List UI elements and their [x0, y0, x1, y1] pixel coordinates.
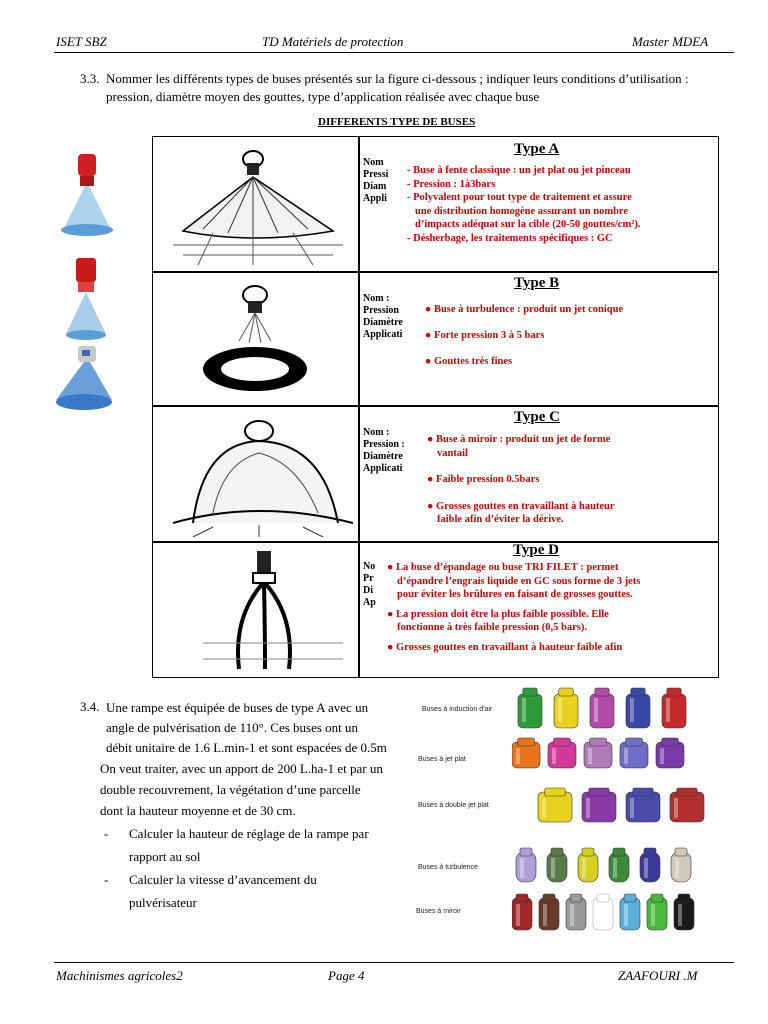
- row-c-label: Applicati: [363, 463, 403, 474]
- type-a-item: une distribution homogène assurant un nombre: [415, 205, 629, 217]
- type-b-item: ● Buse à turbulence : produit un jet conique: [425, 304, 624, 315]
- q34-number: 3.4.: [80, 699, 100, 714]
- type-d-item: ● Grosses gouttes en travaillant à hauteur faible afin: [387, 641, 623, 653]
- q33-line2: pression, diamètre moyen des gouttes, type d’application réalisée avec chaque buse: [106, 89, 540, 104]
- row-c-label: Diamètre: [363, 451, 403, 462]
- type-a-item: - Désherbage, les traitements spécifiques : GC: [407, 232, 613, 244]
- nozzle-d-trifilet-diagram: [203, 547, 343, 673]
- type-d-item: fonctionne à très faible pression (0,5 bars).: [397, 622, 587, 633]
- type-d-item: d’épandre l’engrais liquide en GC sous forme de 3 jets: [397, 575, 641, 587]
- photo-label: Buses à induction d'air: [422, 706, 493, 713]
- column-divider: [358, 137, 360, 677]
- red-cone-nozzle-icon: [66, 258, 106, 340]
- photo-label: Buses à double jet plat: [418, 802, 489, 809]
- type-a-description: [407, 164, 713, 245]
- row-a-label: Diam: [363, 181, 387, 192]
- header-rule: [54, 52, 734, 53]
- nozzle-catalog-photo: [412, 684, 724, 940]
- nozzle-photo-icon: [662, 688, 686, 728]
- row-b-label: Nom :: [363, 293, 390, 304]
- q34-text: [106, 698, 406, 758]
- type-a-item: - Pression : 1à3bars: [407, 178, 496, 190]
- row-d-label: Ap: [363, 597, 376, 608]
- nozzle-c-mirror-diagram: [173, 413, 353, 537]
- row-b-label: Diamètre: [363, 317, 403, 328]
- type-c-title: Type C: [514, 409, 560, 425]
- row-b-label: Pression: [363, 305, 399, 316]
- q34-line: Une rampe est équipée de buses de type A avec un: [106, 700, 369, 715]
- q33-number: 3.3.: [80, 71, 100, 86]
- q34-line: débit unitaire de 1.6 L.min-1 et sont espacées de 0.5m: [106, 740, 387, 755]
- row-a-label: Appli: [363, 193, 387, 204]
- type-a-title: Type A: [514, 141, 560, 157]
- type-d-item: ● La buse d’épandage ou buse TRI FILET : permet: [387, 562, 619, 573]
- nozzle-types-table: [152, 136, 719, 678]
- footer-right: ZAAFOURI .M: [618, 968, 698, 983]
- q34-bullet: Calculer la hauteur de réglage de la rampe par: [129, 826, 369, 841]
- nozzle-photo-icon: [626, 688, 650, 728]
- type-c-item: vantail: [437, 447, 468, 459]
- type-b-title: Type B: [514, 275, 560, 291]
- nozzle-photo-icon: [547, 848, 567, 882]
- type-d-title: Type D: [513, 542, 559, 558]
- nozzle-photo-icon: [518, 688, 542, 728]
- nozzle-photo-icon: [516, 848, 536, 882]
- nozzle-photo-icon: [626, 788, 660, 822]
- nozzle-color-grid: [512, 684, 724, 940]
- nozzle-photo-icon: [512, 738, 540, 768]
- type-c-item: faible afin d’éviter la dérive.: [437, 514, 564, 525]
- nozzle-photo-icon: [578, 848, 598, 882]
- nozzle-photo-icon: [640, 848, 660, 882]
- nozzle-photo-icon: [674, 894, 694, 930]
- type-c-item: ● Grosses gouttes en travaillant à hauteur: [427, 500, 615, 512]
- type-a-item: d’impacts adéquat sur la cible (20-50 gouttes/cm²).: [415, 219, 641, 230]
- nozzle-side-illustrations: [56, 150, 116, 415]
- row-d-label: Di: [363, 585, 373, 596]
- nozzle-photo-icon: [584, 738, 612, 768]
- nozzle-a-spray-diagram: [173, 145, 343, 267]
- q34-bullets: - Calculer la hauteur de réglage de la rampe par rapport au sol - Calculer la vitesse d’avancement du pulvérisateur: [104, 822, 369, 914]
- type-b-description: [425, 297, 715, 375]
- nozzle-photo-icon: [554, 688, 578, 728]
- nozzle-photo-icon: [538, 788, 572, 822]
- type-d-item: ● La pression doit être la plus faible possible. Elle: [387, 608, 609, 620]
- q34-line: dont la hauteur moyenne et de 30 cm.: [100, 803, 296, 818]
- nozzle-photo-icon: [609, 848, 629, 882]
- red-flat-nozzle-icon: [61, 154, 113, 236]
- nozzle-photo-icon: [656, 738, 684, 768]
- type-c-item: ● Buse à miroir : produit un jet de forme: [427, 434, 611, 445]
- row-b-label: Applicati: [363, 329, 403, 340]
- nozzle-photo-icon: [593, 894, 613, 930]
- photo-label: Buses à turbulence: [418, 864, 478, 871]
- nozzle-photo-icon: [566, 894, 586, 930]
- q34-bullet: Calculer la vitesse d’avancement du: [129, 872, 317, 887]
- header-left: ISET SBZ: [56, 34, 107, 49]
- nozzle-photo-icon: [548, 738, 576, 768]
- type-c-description: [427, 433, 717, 527]
- header-right: Master MDEA: [632, 34, 709, 49]
- row-divider: [153, 405, 718, 407]
- nozzle-photo-icon: [620, 738, 648, 768]
- row-c-label: Nom :: [363, 427, 390, 438]
- type-b-item: ● Forte pression 3 à 5 bars: [425, 330, 545, 341]
- nozzle-photo-icon: [582, 788, 616, 822]
- nozzle-photo-icon: [670, 788, 704, 822]
- nozzle-photo-icon: [671, 848, 691, 882]
- q34-line: double recouvrement, la végétation d’une parcelle: [100, 782, 361, 797]
- header-center: TD Matériels de protection: [262, 34, 404, 49]
- q34-line: angle de pulvérisation de 110°. Ces buses ont un: [106, 720, 359, 735]
- row-c-label: Pression :: [363, 439, 405, 450]
- row-a-label: Pressi: [363, 169, 389, 180]
- nozzle-photo-icon: [539, 894, 559, 930]
- grey-mirror-nozzle-icon: [56, 346, 112, 410]
- type-d-description: [387, 561, 717, 673]
- footer-center: Page 4: [328, 968, 365, 983]
- type-b-item: ● Gouttes très fines: [425, 356, 513, 367]
- nozzle-photo-icon: [620, 894, 640, 930]
- nozzle-photo-icon: [512, 894, 532, 930]
- footer-left: Machinismes agricoles2: [56, 968, 183, 983]
- type-a-item: - Buse à fente classique : un jet plat ou jet pinceau: [407, 165, 631, 176]
- row-d-label: Pr: [363, 573, 374, 584]
- row-divider: [153, 271, 718, 273]
- photo-label: Buses à jet plat: [418, 756, 466, 763]
- row-a-label: Nom: [363, 157, 384, 168]
- nozzle-photo-icon: [590, 688, 614, 728]
- q34-line: On veut traiter, avec un apport de 200 L.ha-1 et par un: [100, 761, 383, 776]
- q33-line1: Nommer les différents types de buses présentés sur la figure ci-dessous ; indiquer leurs conditions d’utilisation :: [106, 71, 689, 86]
- type-a-item: - Polyvalent pour tout type de traitement et assure: [407, 192, 632, 203]
- photo-label: Buses à miroir: [416, 908, 461, 915]
- type-c-item: ● Faible pression 0.5bars: [427, 474, 540, 485]
- type-d-item: pour éviter les brûlures en faisant de grosses gouttes.: [397, 589, 633, 600]
- row-divider: [153, 541, 718, 543]
- nozzle-b-cone-diagram: [193, 281, 333, 399]
- q34-bullet: pulvérisateur: [129, 895, 197, 910]
- nozzle-photo-icon: [647, 894, 667, 930]
- footer-rule: [54, 962, 734, 963]
- row-d-label: No: [363, 561, 376, 572]
- q34-bullet: rapport au sol: [129, 849, 201, 864]
- figure-title: DIFFERENTS TYPE DE BUSES: [318, 116, 476, 128]
- q34-text-cont: [100, 758, 405, 821]
